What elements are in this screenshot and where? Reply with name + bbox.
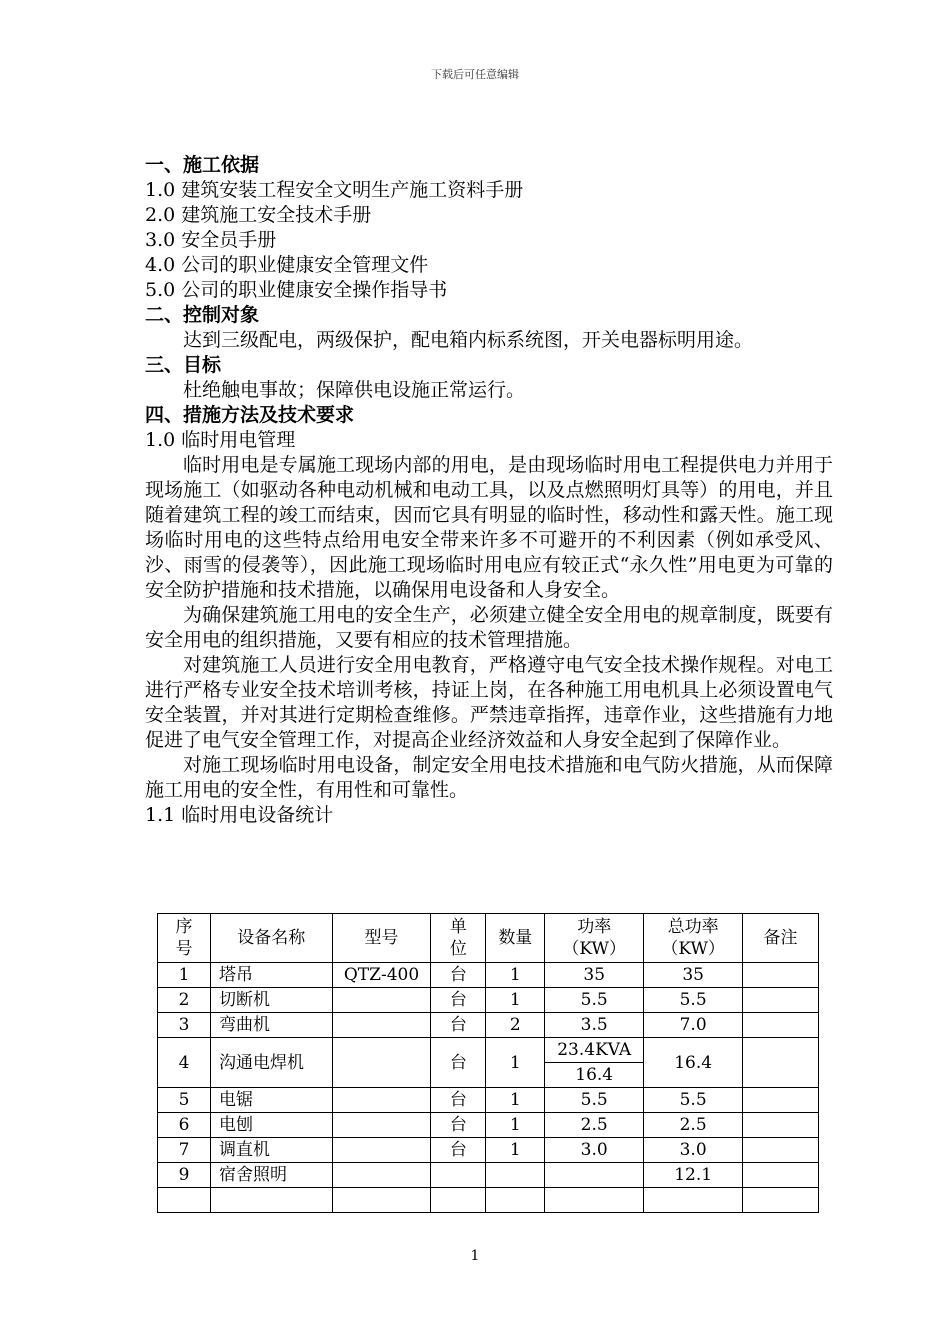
- cell-qty: [486, 1163, 545, 1188]
- cell-model: [332, 1188, 431, 1213]
- cell-unit: 台: [431, 1113, 486, 1138]
- reference-item: 4.0 公司的职业健康安全管理文件: [145, 254, 429, 276]
- cell-seq: 1: [158, 963, 211, 988]
- table-row: [158, 988, 819, 1013]
- cell-qty: 1: [486, 1138, 545, 1163]
- section-heading: 二、控制对象: [145, 304, 260, 326]
- cell-remark: [743, 1188, 819, 1213]
- header-note: 下载后可任意编辑: [431, 68, 519, 81]
- reference-item: 1.0 建筑安装工程安全文明生产施工资料手册: [145, 179, 524, 201]
- table-header-row: [158, 914, 819, 963]
- cell-total-power: 12.1: [644, 1163, 743, 1188]
- header-name: 设备名称: [210, 914, 332, 963]
- cell-unit: 台: [431, 1013, 486, 1038]
- cell-seq: 9: [158, 1163, 211, 1188]
- table-row: [158, 1113, 819, 1138]
- cell-remark: [743, 1013, 819, 1038]
- header-model: 型号: [332, 914, 431, 963]
- cell-seq: 3: [158, 1013, 211, 1038]
- header-power: 功率（KW）: [545, 914, 644, 963]
- cell-power: 5.5: [545, 1088, 644, 1113]
- cell-model: QTZ-400: [332, 963, 431, 988]
- cell-model: [332, 1138, 431, 1163]
- cell-name: 塔吊: [210, 963, 332, 988]
- body-paragraph: 达到三级配电，两级保护，配电箱内标系统图，开关电器标明用途。: [183, 329, 754, 351]
- cell-total-power: 2.5: [644, 1113, 743, 1138]
- equipment-table: [157, 913, 819, 1213]
- section-heading: 三、目标: [145, 354, 222, 376]
- subsection-title: 1.0 临时用电管理: [145, 429, 296, 451]
- cell-qty: 1: [486, 988, 545, 1013]
- reference-item: 5.0 公司的职业健康安全操作指导书: [145, 279, 448, 301]
- header-seq: 序号: [158, 914, 211, 963]
- body-paragraph: 为确保建筑施工用电的安全生产，必须建立健全安全用电的规章制度，既要有安全用电的组织措施，又要有相应的技术管理措施。: [145, 604, 833, 651]
- cell-model: [332, 1113, 431, 1138]
- section-heading: 一、施工依据: [145, 154, 260, 176]
- cell-qty: 1: [486, 1038, 545, 1088]
- cell-power: 3.0: [545, 1138, 644, 1163]
- cell-seq: 5: [158, 1088, 211, 1113]
- body-paragraph: 临时用电是专属施工现场内部的用电，是由现场临时用电工程提供电力并用于现场施工（如驱动各种电动机械和电动工具，以及点燃照明灯具等）的用电，并且随着建筑工程的竣工而结束，因而它具有明显的临时性，移动性和露天性。施工现场临时用电的这些特点给用电安全带来许多不可避开的不利因素（例如承受风、沙、雨雪的侵袭等），因此施工现场临时用电应有较正式“永久性”用电更为可靠的安全防护措施和技术措施，以确保用电设备和人身安全。: [145, 454, 833, 601]
- cell-total-power: 5.5: [644, 1088, 743, 1113]
- cell-unit: 台: [431, 988, 486, 1013]
- cell-total-power: 3.0: [644, 1138, 743, 1163]
- cell-total-power: 16.4: [644, 1038, 743, 1088]
- document-body: [145, 153, 833, 828]
- header-qty: 数量: [486, 914, 545, 963]
- body-paragraph: 对建筑施工人员进行安全用电教育，严格遵守电气安全技术操作规程。对电工进行严格专业安全技术培训考核，持证上岗，在各种施工用电机具上必须设置电气安全装置，并对其进行定期检查维修。严禁违章指挥，违章作业，这些措施有力地促进了电气安全管理工作，对提高企业经济效益和人身安全起到了保障作业。: [145, 654, 833, 751]
- header-unit: 单位: [431, 914, 486, 963]
- cell-model: [332, 1038, 431, 1088]
- table-row: [158, 1163, 819, 1188]
- cell-model: [332, 1163, 431, 1188]
- cell-qty: [486, 1188, 545, 1213]
- cell-qty: 1: [486, 963, 545, 988]
- cell-power: 2.5: [545, 1113, 644, 1138]
- cell-unit: [431, 1188, 486, 1213]
- cell-model: [332, 1088, 431, 1113]
- cell-unit: 台: [431, 963, 486, 988]
- header-total-power: 总功率（KW）: [644, 914, 743, 963]
- cell-unit: 台: [431, 1038, 486, 1088]
- subsection-title: 1.1 临时用电设备统计: [145, 804, 334, 826]
- cell-power: 35: [545, 963, 644, 988]
- cell-name: 切断机: [210, 988, 332, 1013]
- table-row: [158, 1038, 819, 1063]
- cell-name: 电锯: [210, 1088, 332, 1113]
- cell-name: 调直机: [210, 1138, 332, 1163]
- cell-power: 3.5: [545, 1013, 644, 1038]
- cell-name: 弯曲机: [210, 1013, 332, 1038]
- table-row: [158, 1013, 819, 1038]
- table-row: [158, 1138, 819, 1163]
- cell-remark: [743, 1163, 819, 1188]
- cell-name: 沟通电焊机: [210, 1038, 332, 1088]
- cell-name: 电刨: [210, 1113, 332, 1138]
- cell-name: 宿舍照明: [210, 1163, 332, 1188]
- cell-remark: [743, 988, 819, 1013]
- cell-seq: 2: [158, 988, 211, 1013]
- cell-total-power: 7.0: [644, 1013, 743, 1038]
- cell-power: [545, 1188, 644, 1213]
- cell-seq: [158, 1188, 211, 1213]
- cell-remark: [743, 1088, 819, 1113]
- cell-power: [545, 1163, 644, 1188]
- reference-item: 3.0 安全员手册: [145, 229, 277, 251]
- cell-qty: 2: [486, 1013, 545, 1038]
- cell-remark: [743, 1038, 819, 1088]
- cell-power: 23.4KVA: [545, 1038, 644, 1063]
- cell-total-power: 5.5: [644, 988, 743, 1013]
- cell-unit: 台: [431, 1088, 486, 1113]
- section-heading: 四、措施方法及技术要求: [145, 404, 355, 426]
- cell-seq: 7: [158, 1138, 211, 1163]
- cell-model: [332, 1013, 431, 1038]
- cell-power-sub: 16.4: [545, 1063, 644, 1088]
- cell-qty: 1: [486, 1088, 545, 1113]
- body-paragraph: 杜绝触电事故；保障供电设施正常运行。: [183, 379, 526, 401]
- cell-total-power: [644, 1188, 743, 1213]
- header-remark: 备注: [743, 914, 819, 963]
- cell-model: [332, 988, 431, 1013]
- cell-remark: [743, 1113, 819, 1138]
- cell-unit: [431, 1163, 486, 1188]
- cell-remark: [743, 1138, 819, 1163]
- table-row: [158, 963, 819, 988]
- cell-seq: 4: [158, 1038, 211, 1088]
- table-row: [158, 1188, 819, 1213]
- table-row: [158, 1088, 819, 1113]
- body-paragraph: 对施工现场临时用电设备，制定安全用电技术措施和电气防火措施，从而保障施工用电的安全性，有用性和可靠性。: [145, 754, 833, 801]
- cell-remark: [743, 963, 819, 988]
- cell-name: [210, 1188, 332, 1213]
- cell-total-power: 35: [644, 963, 743, 988]
- page-number: 1: [470, 1248, 480, 1264]
- cell-unit: 台: [431, 1138, 486, 1163]
- cell-power: 5.5: [545, 988, 644, 1013]
- cell-qty: 1: [486, 1113, 545, 1138]
- cell-seq: 6: [158, 1113, 211, 1138]
- reference-item: 2.0 建筑施工安全技术手册: [145, 204, 372, 226]
